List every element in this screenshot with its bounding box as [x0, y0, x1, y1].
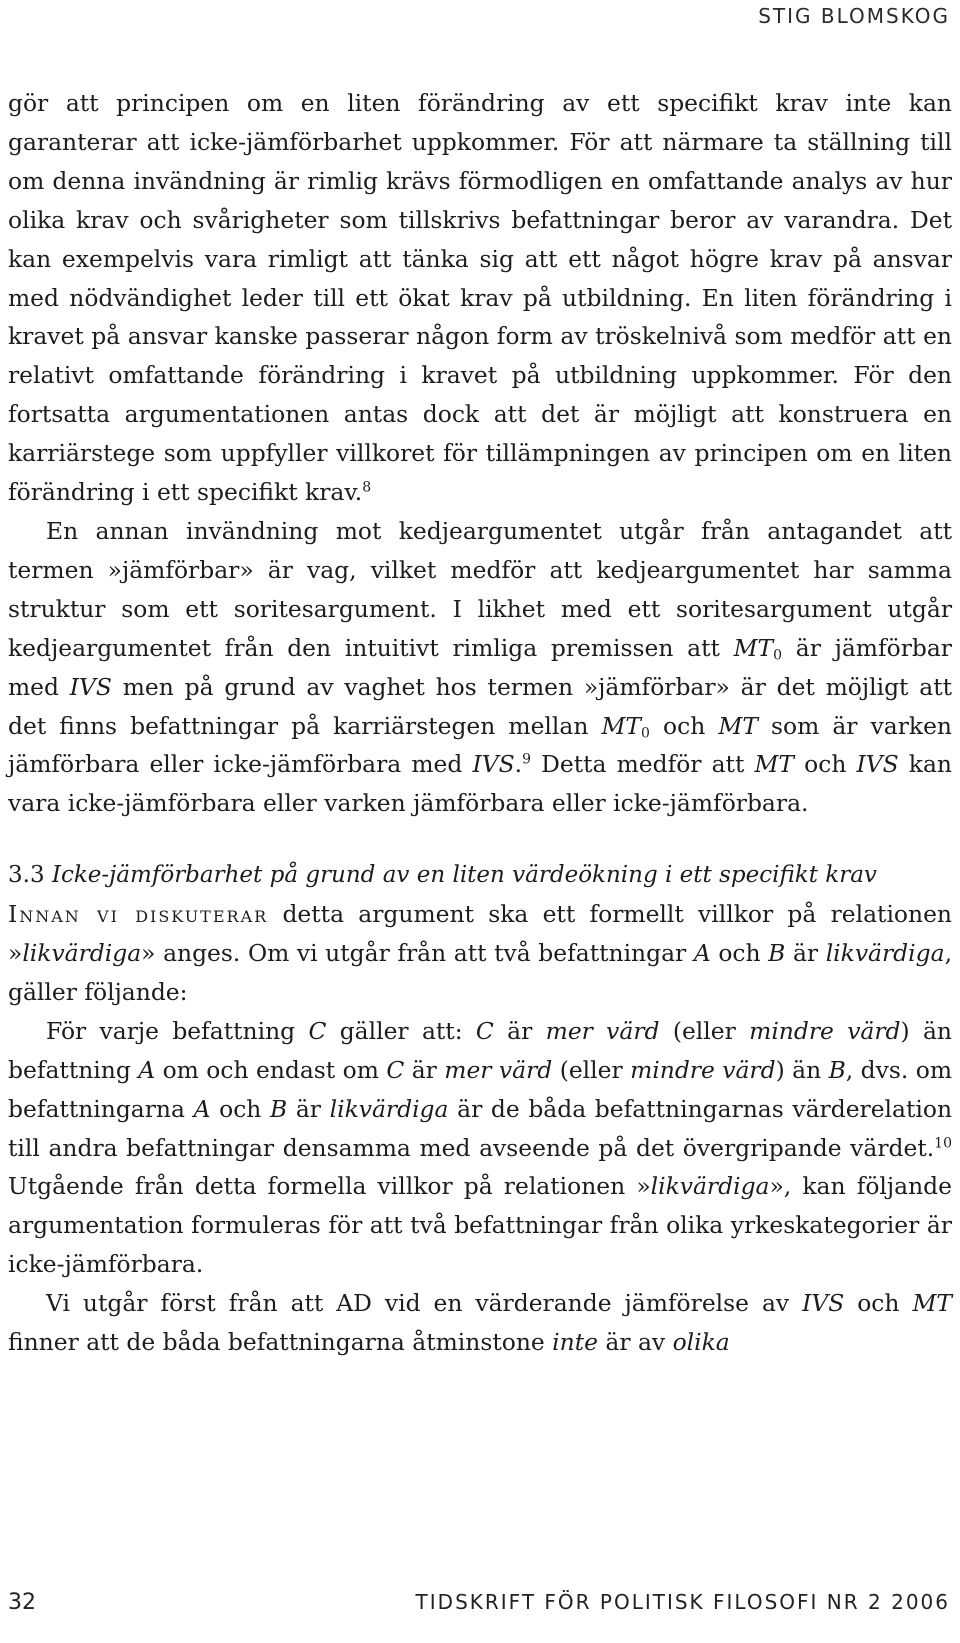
term-likvardiga: likvärdiga [650, 1172, 770, 1201]
text-run: », kan följande argumentation formuleras för att två befattningar från olika yrkeskategorier är icke-jämförbara. [8, 1172, 952, 1279]
text-run: ) än [775, 1055, 829, 1084]
text-run: är jämförbar med [8, 633, 952, 701]
text-run: och [844, 1289, 913, 1318]
text-run: detta argument ska ett formellt villkor på relationen » [8, 900, 952, 968]
text-run: Detta medför att [531, 750, 755, 779]
text-run: som är varken jämförbara eller icke-jämförbara med [8, 711, 952, 779]
text-run: men på grund av vaghet hos termen »jämförbar» är det möjligt att det finns befattningar på karriärstegen mellan [8, 672, 952, 740]
section-title: Icke-jämförbarhet på grund av en liten värdeökning i ett specifikt krav [51, 862, 877, 889]
text-run: och [210, 1094, 271, 1123]
paragraph-1-text: gör att principen om en liten förändring av ett specifikt krav inte kan garanterar att icke-jämförbarhet uppkommer. För att närmare ta ställning till om denna invändning är rimlig krävs förmodligen en omfattande analys av hur olika krav och svårigheter som tillskrivs befattningar beror av varandra. Det kan exempelvis vara rimligt att tänka sig att ett något högre krav på ansvar med nödvändighet leder till ett ökat krav på utbildning. En liten förändring i kravet på ansvar kanske passerar någon form av tröskelnivå som medför att en relativt omfattande förändring i kravet på utbildning uppkommer. För den fortsatta argumentationen antas dock att det är möjligt att konstruera en karriärstege som uppfyller villkoret för tillämpningen av principen om en liten förändring i ett specifikt krav. [8, 89, 952, 507]
section-heading [8, 856, 952, 895]
symbol-c: C [308, 1016, 327, 1045]
text-run: , dvs. om befattningarna [8, 1055, 952, 1123]
subscript-zero: 0 [773, 647, 783, 664]
term-mindre-vard: mindre värd [749, 1016, 901, 1045]
paragraph-1 [8, 84, 952, 512]
subscript-zero: 0 [641, 725, 650, 741]
text-run: gäller att: [326, 1016, 476, 1045]
paragraph-3 [8, 895, 952, 1012]
symbol-ivs: IVS [802, 1289, 845, 1318]
text-run: (eller [552, 1055, 631, 1084]
symbol-mt: MT [754, 750, 795, 779]
body-text [8, 84, 952, 1362]
symbol-c: C [386, 1055, 405, 1084]
text-run: En annan invändning mot kedjeargumentet utgår från antagandet att termen »jämförbar» är vag, vilket medför att kedjeargumentet har samma struktur som ett soritesargument. I likhet med ett soritesargument utgår kedjeargumentet från den intuitivt rimliga premissen att [8, 516, 952, 662]
footnote-ref-8[interactable]: 8 [362, 479, 372, 496]
text-run: (eller [659, 1016, 750, 1045]
text-run: om och endast om [155, 1055, 387, 1084]
text-run: Utgående från detta formella villkor på relationen » [8, 1172, 651, 1201]
text-run: är [287, 1094, 330, 1123]
paragraph-5 [8, 1284, 952, 1362]
text-run: , gäller följande: [8, 939, 952, 1006]
term-mindre-vard: mindre värd [630, 1055, 776, 1084]
symbol-b: B [828, 1055, 846, 1084]
text-run: och [710, 939, 769, 968]
symbol-mt: MT [718, 711, 758, 740]
term-mer-vard: mer värd [545, 1016, 660, 1045]
text-run: Vi utgår först från att AD vid en värderande jämförelse av [46, 1289, 803, 1318]
term-olika: olika [672, 1328, 730, 1357]
symbol-c: C [475, 1016, 494, 1045]
symbol-b: B [270, 1094, 288, 1123]
text-run: För varje befattning [46, 1016, 309, 1045]
term-likvardiga: likvärdiga [825, 939, 945, 968]
term-mer-vard: mer värd [444, 1055, 553, 1084]
text-run: är [493, 1016, 546, 1045]
term-likvardiga: likvärdiga [22, 939, 142, 968]
text-run: och [794, 750, 857, 779]
paragraph-4 [8, 1012, 952, 1284]
lead-in-smallcaps: Innan vi diskuterar [8, 900, 269, 929]
journal-footer: TIDSKRIFT FÖR POLITISK FILOSOFI NR 2 2006 [415, 1590, 950, 1614]
text-run: är de båda befattningarnas värderelation till andra befattningar densamma med avseende på det övergripande värdet. [8, 1094, 953, 1162]
section-number: 3.3 [8, 862, 45, 889]
symbol-mt: MT [733, 633, 774, 662]
term-inte: inte [552, 1328, 598, 1357]
page-number: 32 [8, 1590, 36, 1615]
footnote-ref-9[interactable]: 9 [522, 752, 531, 769]
footnote-ref-10[interactable]: 10 [934, 1135, 952, 1152]
symbol-ivs: IVS [856, 750, 899, 779]
symbol-ivs: IVS [69, 672, 112, 701]
text-run: » anges. Om vi utgår från att två befattningar [141, 939, 694, 968]
symbol-mt: MT [912, 1289, 952, 1318]
text-run: finner att de båda befattningarna åtminstone [8, 1328, 553, 1357]
text-run: ) än befattning [8, 1016, 952, 1084]
symbol-a: A [693, 939, 711, 968]
running-head: STIG BLOMSKOG [758, 4, 950, 28]
symbol-a: A [193, 1094, 211, 1123]
text-run: kan vara icke-jämförbara eller varken jämförbara eller icke-jämförbara. [8, 750, 952, 818]
symbol-mt: MT [601, 711, 642, 740]
text-run: och [649, 711, 719, 740]
symbol-a: A [138, 1055, 156, 1084]
text-run: är [785, 939, 826, 968]
paragraph-2 [8, 512, 952, 823]
term-likvardiga: likvärdiga [329, 1094, 449, 1123]
text-run: . [514, 750, 523, 779]
text-run: är [404, 1055, 445, 1084]
symbol-ivs: IVS [472, 750, 515, 779]
text-run: är av [597, 1328, 673, 1357]
symbol-b: B [768, 939, 786, 968]
